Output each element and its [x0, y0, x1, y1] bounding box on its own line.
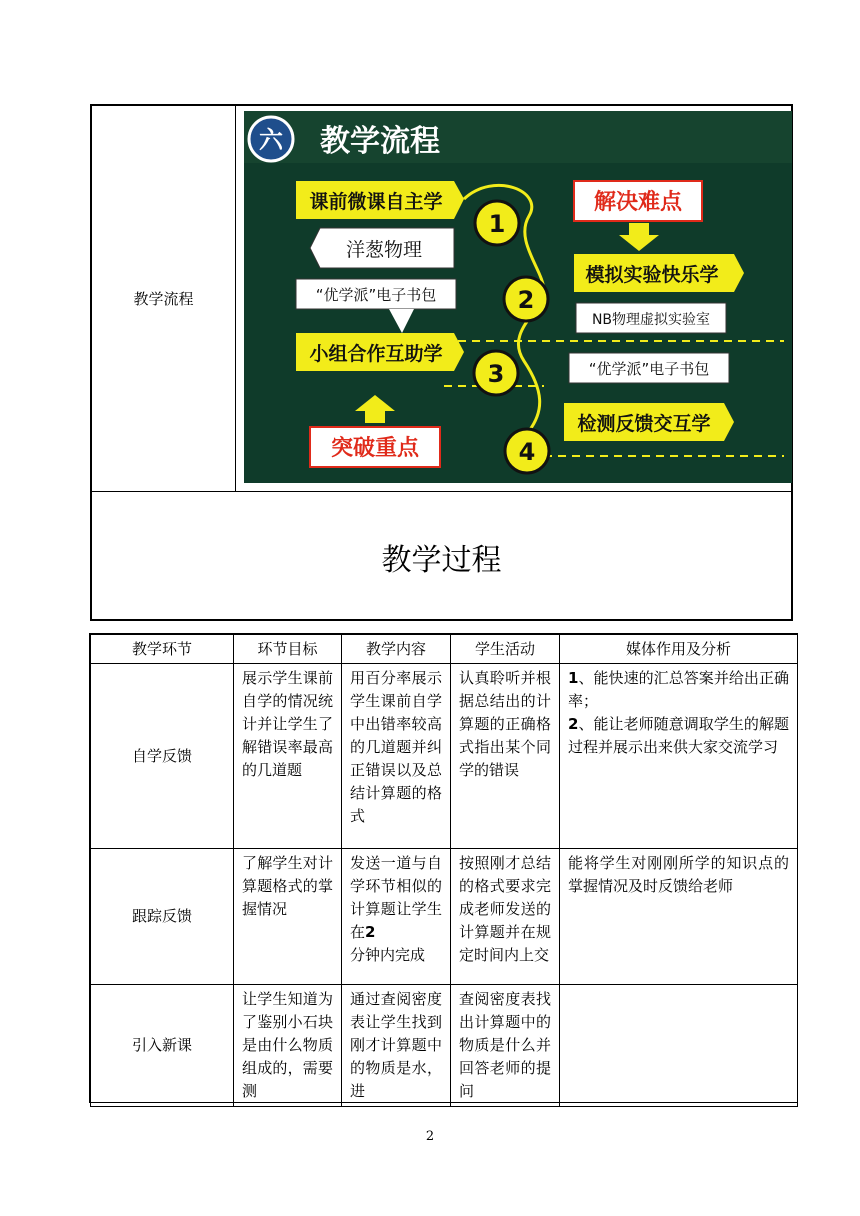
content-cell — [342, 849, 451, 985]
content-text: 分钟内完成 — [350, 946, 426, 964]
content-cell: 用百分率展示学生课前自学中出错率较高的几道题并纠正错误以及总结计算题的格式 — [342, 664, 451, 849]
flow-image-cell — [236, 106, 791, 491]
goal-cell: 展示学生课前自学的情况统计并让学生了解错误率最高的几道题 — [234, 664, 342, 849]
header-activity: 学生活动 — [451, 635, 560, 664]
content-number: 2 — [365, 923, 376, 941]
header-content: 教学内容 — [342, 635, 451, 664]
media-cell: 能将学生对刚刚所学的知识点的掌握情况及时反馈给老师 — [560, 849, 798, 985]
stage-cell: 跟踪反馈 — [91, 849, 234, 985]
label-2-text: “优学派”电子书包 — [315, 286, 437, 304]
svg-text:3: 3 — [487, 360, 505, 388]
step-4-text: 检测反馈交互学 — [577, 413, 711, 435]
flow-row — [92, 106, 791, 492]
media-item-number: 1 — [568, 669, 579, 687]
label-1-text: 洋葱物理 — [345, 239, 423, 261]
activity-cell: 查阅密度表找出计算题中的物质是什么并回答老师的提问 — [451, 985, 560, 1107]
svg-text:4: 4 — [518, 438, 536, 466]
media-cell — [560, 664, 798, 849]
number-circle-1 — [475, 201, 519, 245]
step-1-text: 课前微课自主学 — [309, 191, 443, 213]
label-3-text: NB物理虚拟实验室 — [591, 312, 711, 328]
diagram-title: 教学流程 — [320, 124, 440, 159]
step-3-text: 小组合作互助学 — [309, 343, 443, 365]
content-cell: 通过查阅密度表让学生找到刚才计算题中的物质是水，进 — [342, 985, 451, 1107]
svg-text:2: 2 — [517, 286, 535, 314]
teaching-flow-diagram — [244, 111, 792, 483]
content-text: 发送一道与自学环节相似的计算题让学生在 — [350, 854, 442, 941]
flow-row-label: 教学流程 — [92, 106, 236, 491]
goal-cell: 了解学生对计算题格式的掌握情况 — [234, 849, 342, 985]
number-circle-4 — [505, 429, 549, 473]
process-table — [90, 634, 798, 1107]
label-4-text: “优学派”电子书包 — [588, 360, 710, 378]
number-circle-2 — [504, 277, 548, 321]
activity-cell: 认真聆听并根据总结出的计算题的正确格式指出某个同学的错误 — [451, 664, 560, 849]
media-item-text: 、能快速的汇总答案并给出正确率； — [568, 669, 789, 710]
media-item-text: 、能让老师随意调取学生的解题过程并展示出来供大家交流学习 — [568, 715, 789, 756]
stage-cell: 自学反馈 — [91, 664, 234, 849]
number-circle-3 — [474, 351, 518, 395]
header-media: 媒体作用及分析 — [560, 635, 798, 664]
step-2-text: 模拟实验快乐学 — [585, 264, 719, 286]
header-stage: 教学环节 — [91, 635, 234, 664]
badge-text: 六 — [259, 126, 283, 154]
callout-2-text: 突破重点 — [330, 436, 420, 461]
page-number: 2 — [425, 1129, 435, 1144]
callout-1-text: 解决难点 — [593, 190, 683, 215]
header-goal: 环节目标 — [234, 635, 342, 664]
table-row — [91, 849, 798, 985]
table-row — [91, 985, 798, 1107]
flow-table — [90, 104, 793, 621]
media-item-number: 2 — [568, 715, 579, 733]
activity-cell: 按照刚才总结的格式要求完成老师发送的计算题并在规定时间内上交 — [451, 849, 560, 985]
goal-cell: 让学生知道为了鉴别小石块是由什么物质组成的，需要测 — [234, 985, 342, 1107]
media-cell — [560, 985, 798, 1107]
table-row — [91, 664, 798, 849]
table-header-row — [91, 635, 798, 664]
stage-cell: 引入新课 — [91, 985, 234, 1107]
svg-text:1: 1 — [488, 210, 506, 238]
process-title: 教学过程 — [381, 542, 502, 578]
